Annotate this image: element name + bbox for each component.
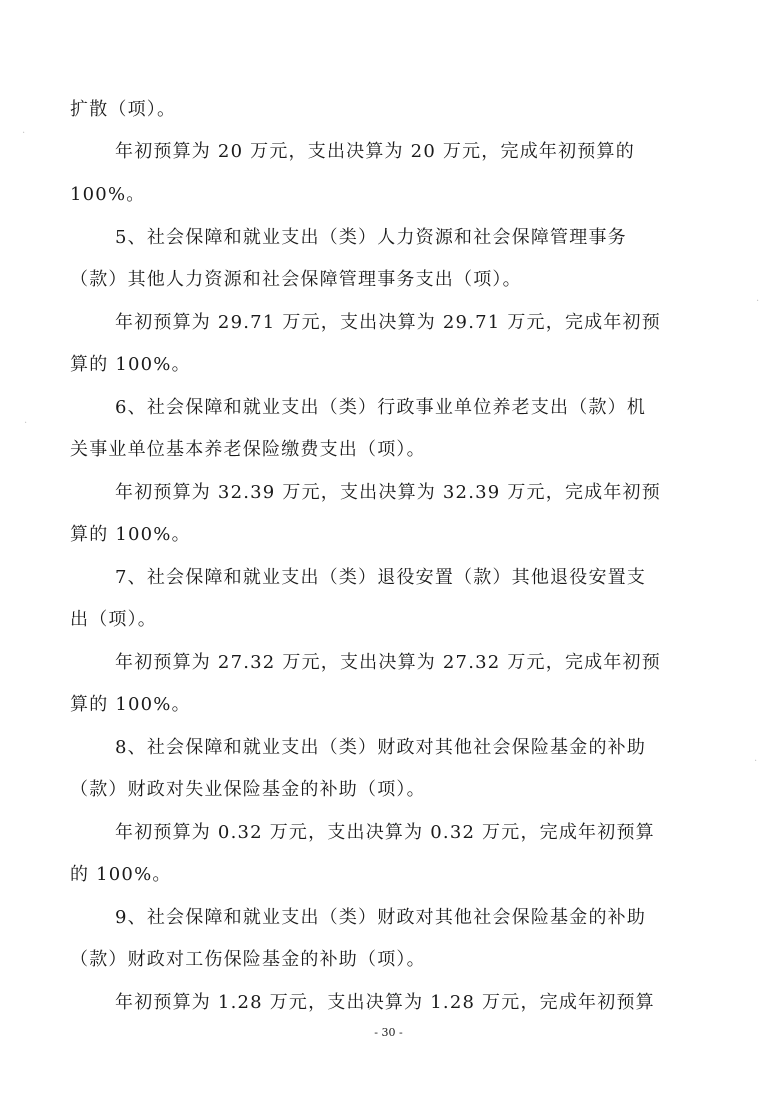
- text-line: 年初预算为 20 万元，支出决算为 20 万元，完成年初预算的: [115, 141, 635, 162]
- text-line: 年初预算为 32.39 万元，支出决算为 32.39 万元，完成年初预: [115, 482, 661, 503]
- text-line: 年初预算为 27.32 万元，支出决算为 27.32 万元，完成年初预: [115, 652, 661, 673]
- text-line: 7、社会保障和就业支出（类）退役安置（款）其他退役安置支: [115, 567, 647, 588]
- scan-speck: ·: [756, 296, 760, 307]
- text-line: 关事业单位基本养老保险缴费支出（项）。: [70, 439, 426, 460]
- page-number: - 30 -: [374, 1026, 403, 1039]
- text-line: 年初预算为 29.71 万元，支出决算为 29.71 万元，完成年初预: [115, 312, 661, 333]
- scan-speck: ·: [22, 128, 26, 139]
- text-line: 算的 100%。: [70, 524, 191, 545]
- text-line: 扩散（项）。: [70, 99, 177, 120]
- text-line: 年初预算为 1.28 万元，支出决算为 1.28 万元，完成年初预算: [115, 992, 655, 1013]
- text-line: 100%。: [70, 184, 146, 205]
- text-line: 算的 100%。: [70, 354, 191, 375]
- text-line: （款）财政对工伤保险基金的补助（项）。: [70, 949, 426, 970]
- text-line: 6、社会保障和就业支出（类）行政事业单位养老支出（款）机: [115, 397, 647, 418]
- text-line: 出（项）。: [70, 609, 157, 630]
- text-line: 8、社会保障和就业支出（类）财政对其他社会保险基金的补助: [115, 737, 647, 758]
- scan-speck: ·: [754, 756, 758, 767]
- text-line: 5、社会保障和就业支出（类）人力资源和社会保障管理事务: [115, 227, 627, 248]
- text-line: 9、社会保障和就业支出（类）财政对其他社会保险基金的补助: [115, 907, 647, 928]
- text-line: 年初预算为 0.32 万元，支出决算为 0.32 万元，完成年初预算: [115, 822, 655, 843]
- text-line: 算的 100%。: [70, 694, 191, 715]
- text-line: 的 100%。: [70, 864, 172, 885]
- scan-speck: ·: [24, 418, 28, 429]
- text-line: （款）财政对失业保险基金的补助（项）。: [70, 779, 426, 800]
- text-line: （款）其他人力资源和社会保障管理事务支出（项）。: [70, 269, 522, 290]
